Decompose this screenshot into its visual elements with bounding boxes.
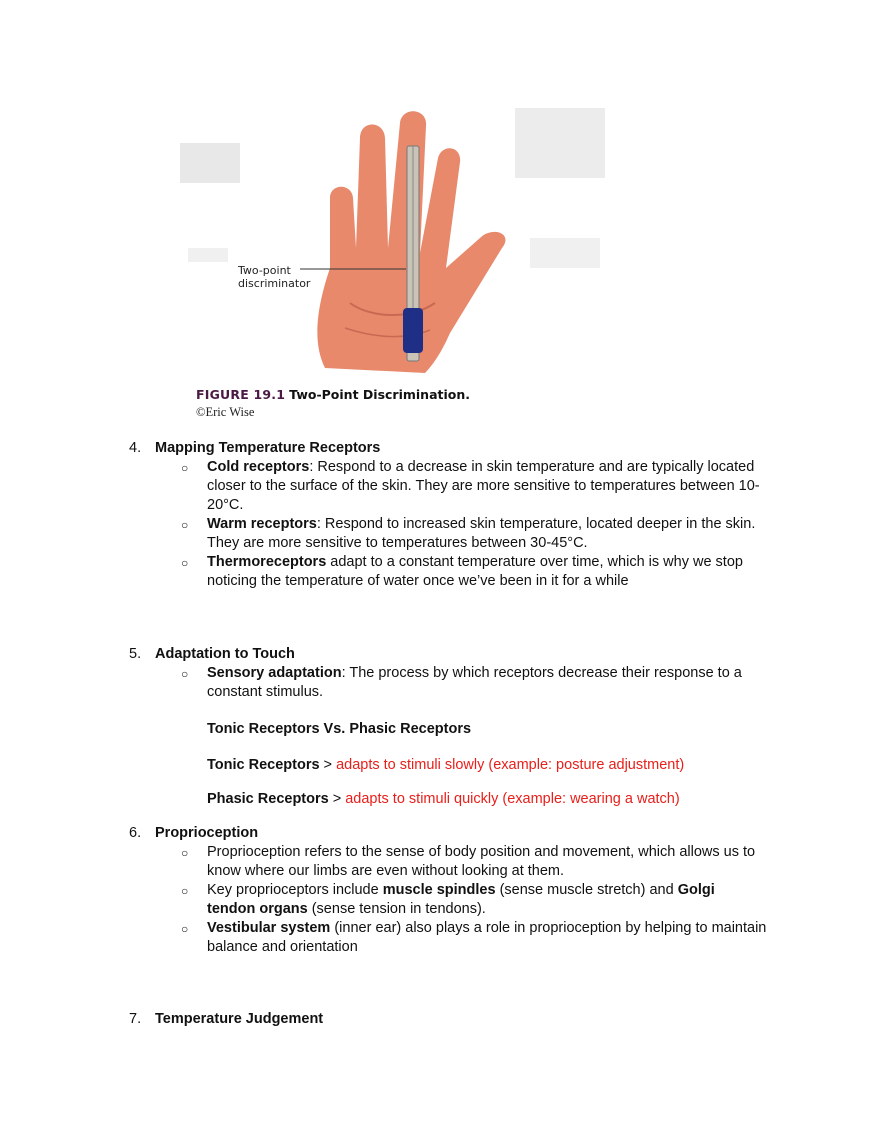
bullet-icon: ○ [181, 846, 189, 860]
term: Tonic Receptors [207, 757, 320, 773]
figure-title: Two-Point Discrimination. [289, 387, 471, 402]
bullet-icon: ○ [181, 556, 189, 570]
bullet-icon: ○ [181, 461, 189, 475]
term: Thermoreceptors [207, 554, 327, 570]
highlight-text: adapts to stimuli slowly (example: posture adjustment) [336, 757, 685, 773]
arrow-separator: > [328, 791, 346, 807]
definition: (inner ear) also plays a role in proprioception by helping to maintain balance and orientation [207, 920, 767, 955]
text: (sense tension in tendons). [307, 901, 486, 917]
definition: : Respond to a decrease in skin temperature and are typically located closer to the surface of the skin. They are more sensitive to temperatures between 10-20°C. [207, 459, 760, 513]
section-title: Mapping Temperature Receptors [155, 440, 381, 456]
list-item [207, 664, 767, 702]
figure-credit: ©Eric Wise [196, 405, 255, 419]
arrow-separator: > [319, 757, 337, 773]
hand-photo [180, 98, 610, 388]
figure-caption [196, 385, 470, 404]
term: Warm receptors [207, 516, 317, 532]
text: Key proprioceptors include [207, 882, 383, 898]
list-item [207, 458, 767, 515]
term: Sensory adaptation [207, 665, 342, 681]
highlight-text: adapts to stimuli quickly (example: wearing a watch) [345, 791, 680, 807]
section-title: Temperature Judgement [155, 1011, 324, 1027]
bullet-icon: ○ [181, 667, 189, 681]
list-item [207, 515, 767, 553]
figure-number: FIGURE 19.1 [196, 387, 286, 402]
bullet-icon: ○ [181, 884, 189, 898]
term: Phasic Receptors [207, 791, 329, 807]
section-title: Proprioception [155, 825, 259, 841]
figure-label [238, 264, 310, 290]
list-item [207, 919, 767, 957]
bullet-icon: ○ [181, 922, 189, 936]
definition: : The process by which receptors decrease their response to a constant stimulus. [207, 665, 742, 700]
definition: : Respond to increased skin temperature, located deeper in the skin. They are more sensitive to temperatures between 30-45°C. [207, 516, 756, 551]
list-item: Proprioception refers to the sense of body position and movement, which allows us to know where our limbs are even without looking at them. [207, 844, 756, 879]
text: (sense muscle stretch) and [495, 882, 678, 898]
tonic-receptors-line [207, 756, 684, 775]
subheading: Tonic Receptors Vs. Phasic Receptors [207, 721, 472, 737]
figure-label-text: Two-point discriminator [238, 264, 311, 290]
section-number: 6. [129, 825, 142, 841]
term: muscle spindles [382, 882, 496, 898]
term: Cold receptors [207, 459, 310, 475]
section-number: 4. [129, 440, 142, 456]
figure-two-point-discrimination [180, 98, 610, 428]
section-title: Adaptation to Touch [155, 646, 295, 662]
term: Golgi tendon organs [207, 882, 715, 917]
list-item [207, 553, 767, 591]
section-number: 5. [129, 646, 142, 662]
list-item [207, 881, 767, 919]
definition: adapt to a constant temperature over time, which is why we stop noticing the temperature of water once we’ve been in it for a while [207, 554, 743, 589]
phasic-receptors-line [207, 790, 680, 809]
term: Vestibular system [207, 920, 331, 936]
section-number: 7. [129, 1011, 142, 1027]
bullet-icon: ○ [181, 518, 189, 532]
